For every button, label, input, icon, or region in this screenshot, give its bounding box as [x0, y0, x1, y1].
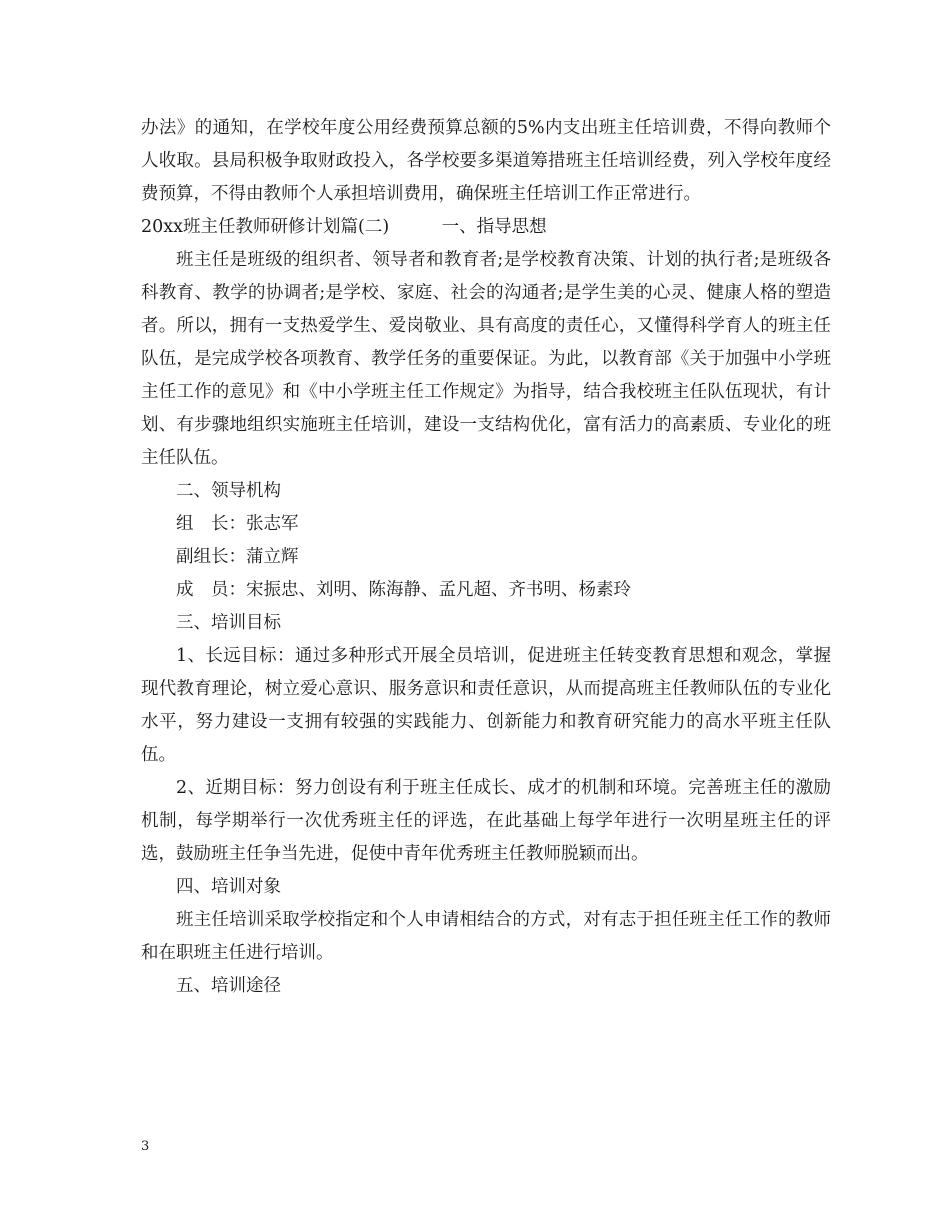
heading-training-channels: 五、培训途径	[176, 976, 281, 996]
section-title-line: 20xx班主任教师研修计划篇(二) 一、指导思想	[141, 217, 547, 237]
document-body	[141, 112, 831, 1003]
heading-training-targets: 四、培训对象	[176, 877, 281, 897]
paragraph-guiding-thought: 班主任是班级的组织者、领导者和教育者;是学校教育决策、计划的执行者;是班级各科教育、教学的协调者;是学校、家庭、社会的沟通者;是学生美的心灵、健康人格的塑造者。所以，拥有一支热爱学生、爱岗敬业、具有高度的责任心，又懂得科学育人的班主任队伍，是完成学校各项教育、教学任务的重要保证。为此，以教育部《关于加强中小学班主任工作的意见》和《中小学班主任工作规定》为指导，结合我校班主任队伍现状，有计划、有步骤地组织实施班主任培训，建设一支结构优化，富有活力的高素质、专业化的班主任队伍。	[141, 250, 831, 468]
paragraph-training-targets: 班主任培训采取学校指定和个人申请相结合的方式，对有志于担任班主任工作的教师和在职班主任进行培训。	[141, 910, 831, 963]
heading-training-goals: 三、培训目标	[176, 613, 281, 633]
heading-leadership: 二、领导机构	[176, 481, 281, 501]
paragraph-short-term-goal: 2、近期目标：努力创设有利于班主任成长、成才的机制和环境。完善班主任的激励机制，每学期举行一次优秀班主任的评选，在此基础上每学年进行一次明星班主任的评选，鼓励班主任争当先进，促使中青年优秀班主任教师脱颖而出。	[141, 778, 831, 864]
deputy-leader-line: 副组长：蒲立辉	[176, 547, 299, 567]
leader-line: 组 长：张志军	[176, 514, 299, 534]
paragraph-funding-note: 办法》的通知，在学校年度公用经费预算总额的5%内支出班主任培训费，不得向教师个人收取。县局积极争取财政投入，各学校要多渠道筹措班主任培训经费，列入学校年度经费预算，不得由教师个人承担培训费用，确保班主任培训工作正常进行。	[141, 118, 831, 204]
paragraph-long-term-goal: 1、长远目标：通过多种形式开展全员培训，促进班主任转变教育思想和观念，掌握现代教育理论，树立爱心意识、服务意识和责任意识，从而提高班主任教师队伍的专业化水平，努力建设一支拥有较强的实践能力、创新能力和教育研究能力的高水平班主任队伍。	[141, 646, 831, 765]
members-line: 成 员：宋振忠、刘明、陈海静、孟凡超、齐书明、杨素玲	[176, 580, 631, 600]
page-number: 3	[141, 1139, 150, 1154]
